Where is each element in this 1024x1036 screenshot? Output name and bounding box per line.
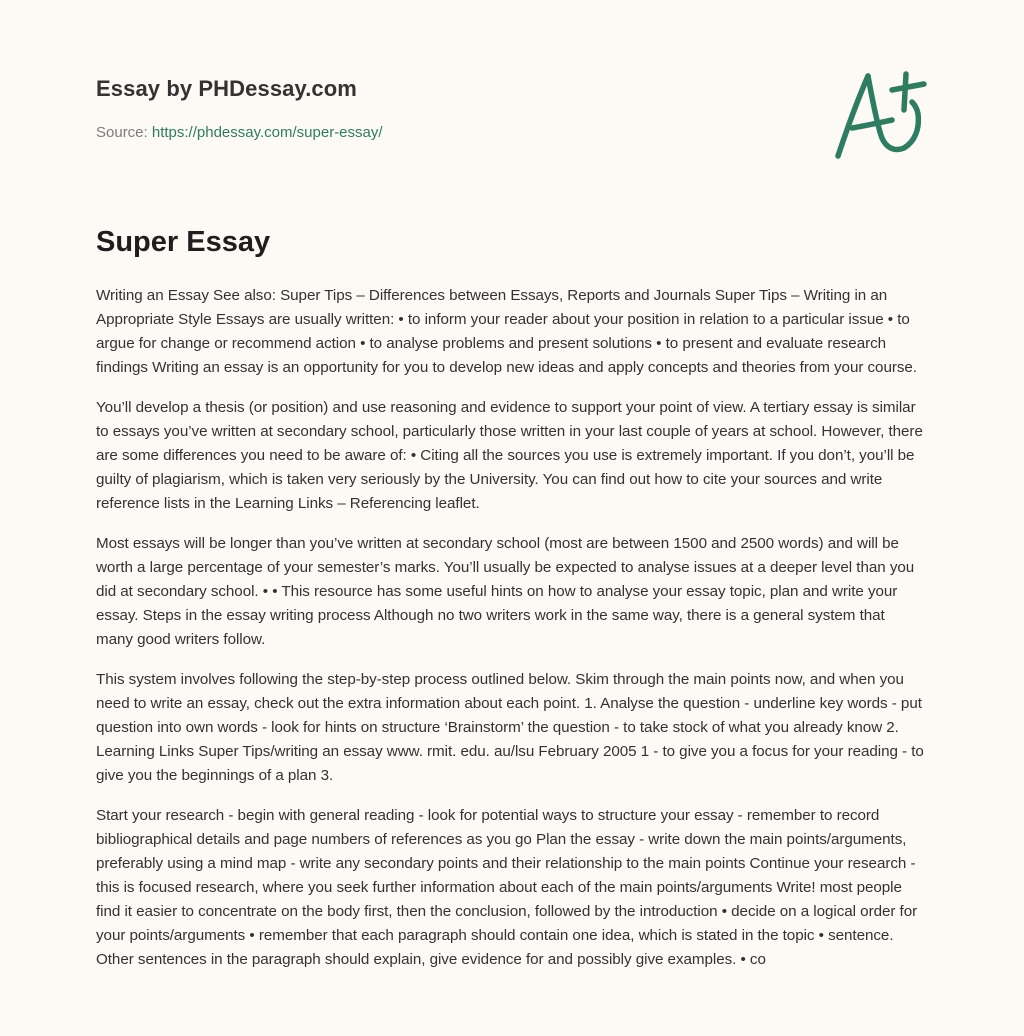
source-line bbox=[96, 124, 383, 141]
essay-body bbox=[96, 284, 924, 988]
page-header bbox=[96, 0, 928, 200]
source-label: Source: bbox=[96, 124, 148, 141]
source-link[interactable]: https://phdessay.com/super-essay/ bbox=[151, 124, 383, 141]
essay-paragraph: This system involves following the step-by-step process outlined below. Skim through the main points now, and when you need to write an essay, check out the extra information about each point. 1. Analyse the question - underline key words - put question into own words - look for hints on structure ‘Brainstorm’ the question - to take stock of what you already know 2. Learning Links Super Tips/writing an essay www. rmit. edu. au/lsu February 2005 1 - to give you a focus for your reading - to give you the beginnings of a plan 3. bbox=[96, 671, 924, 784]
essay-paragraph: Start your research - begin with general reading - look for potential ways to structure your essay - remember to record bibliographical details and page numbers of references as you go Plan the essay - write down the main points/arguments, preferably using a mind map - write any secondary points and their relationship to the main points Continue your research - this is focused research, where you seek further information about each of the main points/arguments Write! most people find it easier to concentrate on the body first, then the conclusion, followed by the introduction • decide on a logical order for your points/arguments • remember that each paragraph should contain one idea, which is stated in the topic • sentence. Other sentences in the paragraph should explain, give evidence for and possibly give examples. • co bbox=[96, 807, 918, 968]
essay-paragraph: Most essays will be longer than you’ve written at secondary school (most are between 1500 and 2500 words) and will be worth a large percentage of your semester’s marks. You’ll usually be expected to analyse issues at a deeper level than you did at secondary school. • • This resource has some useful hints on how to analyse your essay topic, plan and write your essay. Steps in the essay writing process Although no two writers work in the same way, there is a general system that many good writers follow. bbox=[96, 535, 915, 648]
site-title: Essay by PHDessay.com bbox=[96, 76, 357, 101]
essay-paragraph: Writing an Essay See also: Super Tips – Differences between Essays, Reports and Journals Super Tips – Writing in an Appropriate Style Essays are usually written: • to inform your reader about your position in relation to a particular issue • to argue for change or recommend action • to analyse problems and present solutions • to present and evaluate research findings Writing an essay is an opportunity for you to develop new ideas and apply concepts and theories from your course. bbox=[96, 287, 917, 376]
a-plus-grade-icon bbox=[830, 68, 930, 164]
essay-paragraph: You’ll develop a thesis (or position) and use reasoning and evidence to support your point of view. A tertiary essay is similar to essays you’ve written at secondary school, particularly those written in your last couple of years at school. However, there are some differences you need to be aware of: • Citing all the sources you use is extremely important. If you don’t, you’ll be guilty of plagiarism, which is taken very seriously by the University. You can find out how to cite your sources and write reference lists in the Learning Links – Referencing leaflet. bbox=[96, 399, 923, 512]
essay-title: Super Essay bbox=[96, 226, 271, 258]
